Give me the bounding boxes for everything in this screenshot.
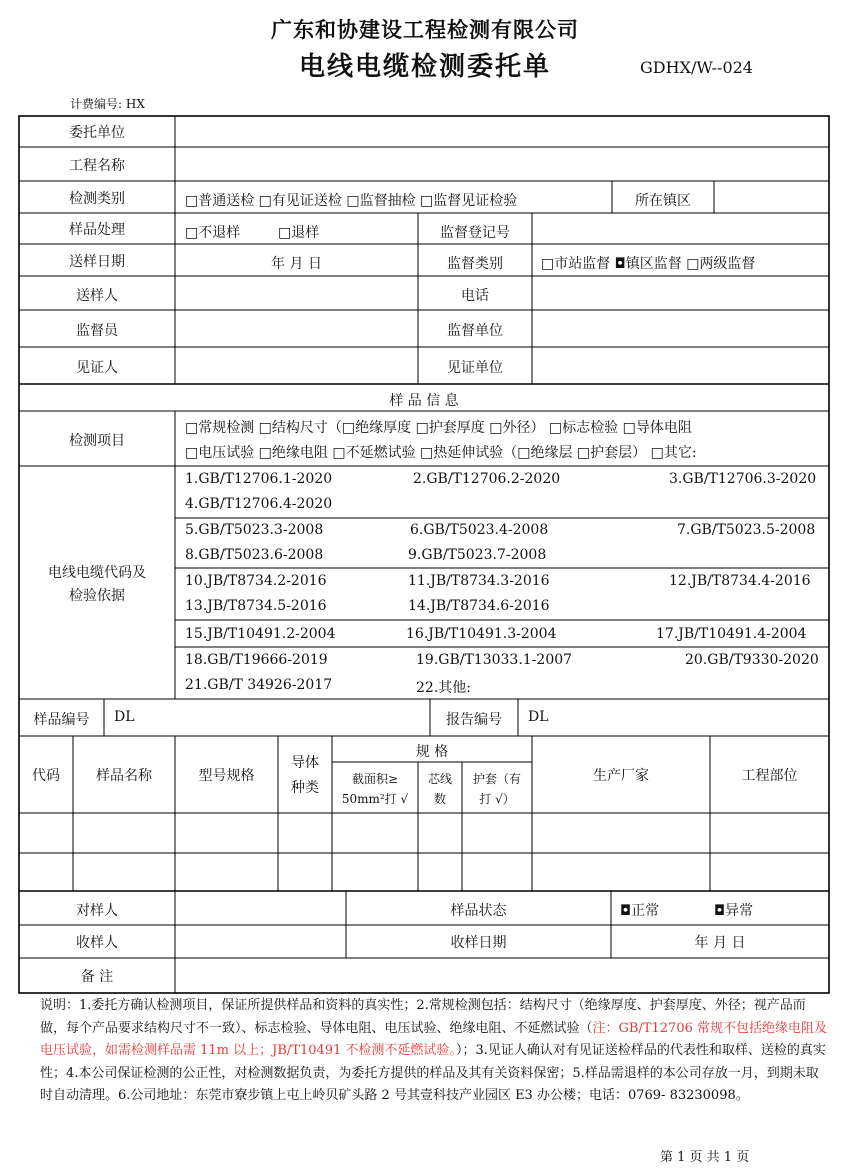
receive-date-label: 收样日期 bbox=[450, 935, 507, 951]
test-items-line-1[interactable]: □常规检测 □结构尺寸（□绝缘厚度 □护套厚度 □外径） □标志检验 □导体电阻 bbox=[185, 420, 692, 436]
supervision-type-options[interactable]: □市站监督 ◘镇区监督 □两级监督 bbox=[541, 256, 756, 272]
standard-item[interactable]: 19.GB/T13033.1-2007 bbox=[416, 652, 573, 668]
standard-item[interactable]: 5.GB/T5023.3-2008 bbox=[185, 522, 324, 538]
state-normal-radio[interactable]: ◘正常 bbox=[620, 903, 660, 919]
standard-item[interactable]: 4.GB/T12706.4-2020 bbox=[185, 496, 333, 512]
send-date-label: 送样日期 bbox=[69, 254, 125, 270]
col-area-1: 截面积≥ bbox=[351, 772, 399, 786]
witness-unit-label: 见证单位 bbox=[447, 360, 503, 376]
col-conductor-2: 种类 bbox=[291, 780, 319, 796]
standard-item[interactable]: 21.GB/T 34926-2017 bbox=[185, 677, 333, 693]
col-cores-1: 芯线 bbox=[427, 772, 452, 786]
col-sample-name: 样品名称 bbox=[96, 768, 152, 784]
standard-item[interactable]: 13.JB/T8734.5-2016 bbox=[185, 598, 327, 614]
sample-no-label: 样品编号 bbox=[33, 712, 90, 728]
supervisor-label: 监督员 bbox=[76, 323, 118, 339]
return-checkbox[interactable]: □退样 bbox=[278, 225, 320, 241]
standard-item[interactable]: 16.JB/T10491.3-2004 bbox=[406, 626, 557, 642]
standard-item[interactable]: 1.GB/T12706.1-2020 bbox=[185, 471, 333, 487]
standard-item[interactable]: 2.GB/T12706.2-2020 bbox=[413, 471, 561, 487]
page-footer: 第 1 页 共 1 页 bbox=[660, 1150, 750, 1165]
report-no-label: 报告编号 bbox=[446, 712, 502, 728]
standard-item[interactable]: 17.JB/T10491.4-2004 bbox=[656, 626, 807, 642]
col-manufacturer: 生产厂家 bbox=[593, 768, 649, 784]
notes-red-warning: 注：GB/T12706 常规不包括绝缘电阻及电压试验，如需检测样品需 11m 以上；JB/T10491 不检测不延燃试验。 bbox=[40, 1020, 827, 1058]
phone-label: 电话 bbox=[461, 288, 489, 304]
form-code: GDHX/W--024 bbox=[640, 58, 753, 77]
witness-label: 见证人 bbox=[76, 360, 118, 376]
supervision-unit-label: 监督单位 bbox=[447, 323, 503, 339]
standard-item[interactable]: 14.JB/T8734.6-2016 bbox=[408, 598, 550, 614]
test-type-options[interactable]: □普通送检 □有见证送检 □监督抽检 □监督见证检验 bbox=[185, 193, 518, 209]
form-title: 电线电缆检测委托单 bbox=[298, 52, 551, 82]
sample-no-value[interactable]: DL bbox=[114, 709, 135, 725]
checker-label: 对样人 bbox=[76, 903, 118, 919]
no-return-checkbox[interactable]: □不退样 bbox=[185, 225, 241, 241]
col-model: 型号规格 bbox=[198, 768, 255, 784]
standard-item[interactable]: 3.GB/T12706.3-2020 bbox=[669, 471, 817, 487]
col-cores-2: 数 bbox=[433, 792, 446, 806]
test-items-label: 检测项目 bbox=[69, 433, 125, 449]
sample-state-label: 样品状态 bbox=[450, 903, 507, 919]
client-label: 委托单位 bbox=[69, 125, 125, 141]
standard-item[interactable]: 18.GB/T19666-2019 bbox=[185, 652, 328, 668]
test-items-line-2[interactable]: □电压试验 □绝缘电阻 □不延燃试验 □热延伸试验（□绝缘层 □护套层） □其它: bbox=[185, 445, 697, 461]
col-part: 工程部位 bbox=[741, 768, 798, 784]
report-no-value[interactable]: DL bbox=[528, 709, 549, 725]
col-code: 代码 bbox=[32, 768, 60, 784]
state-abnormal-radio[interactable]: ◘异常 bbox=[714, 903, 754, 919]
standard-item[interactable]: 12.JB/T8734.4-2016 bbox=[669, 573, 811, 589]
remark-label: 备 注 bbox=[80, 969, 114, 985]
col-sheath-1: 护套（有 bbox=[472, 772, 521, 786]
standard-item[interactable]: 10.JB/T8734.2-2016 bbox=[185, 573, 327, 589]
supervision-reg-label: 监督登记号 bbox=[440, 225, 510, 241]
col-spec: 规 格 bbox=[415, 744, 449, 760]
col-sheath-2: 打 √） bbox=[479, 792, 515, 806]
sample-info-heading: 样 品 信 息 bbox=[389, 393, 459, 409]
send-date-value[interactable]: 年 月 日 bbox=[271, 256, 322, 272]
notes-part-2: ）；3.见证人确认对有见证送检样品的代表性和取样、送检的真实性；4.本公司保证检测的公正性，对检测数据负责，为委托方提供的样品及其有关资料保密；5.样品需退样的本公司存放一月，到期未取时自动清理。6.公司地址：东莞市寮步镇上屯上岭贝矿头路 2 号其壹科技产业园区 E3 办公楼；电话：0769- 83230098。 bbox=[40, 1043, 826, 1103]
notes bbox=[40, 995, 830, 1108]
standard-item[interactable]: 6.GB/T5023.4-2008 bbox=[410, 522, 549, 538]
notes-part-1: 说明：1.委托方确认检测项目，保证所提供样品和资料的真实性；2.常规检测包括：结构尺寸（绝缘厚度、护套厚度、外径；视产品而做，每个产品要求结构尺寸不一致）、标志检验、导体电阻、电压试验、绝缘电阻、不延燃试验（ bbox=[40, 998, 806, 1036]
supervision-type-label: 监督类别 bbox=[447, 256, 503, 272]
project-name-label: 工程名称 bbox=[69, 158, 125, 174]
standard-item[interactable]: 7.GB/T5023.5-2008 bbox=[677, 522, 816, 538]
sample-handling-label: 样品处理 bbox=[69, 222, 125, 238]
receive-date-value[interactable]: 年 月 日 bbox=[694, 935, 746, 951]
col-conductor-1: 导体 bbox=[291, 755, 319, 771]
standard-item[interactable]: 11.JB/T8734.3-2016 bbox=[408, 573, 550, 589]
basis-label-1: 电线电缆代码及 bbox=[48, 565, 146, 581]
standard-item[interactable]: 8.GB/T5023.6-2008 bbox=[185, 547, 324, 563]
receiver-label: 收样人 bbox=[76, 935, 118, 951]
standard-item[interactable]: 20.GB/T9330-2020 bbox=[685, 652, 819, 668]
fee-number: 计费编号: HX bbox=[70, 97, 145, 111]
company-name: 广东和协建设工程检测有限公司 bbox=[271, 18, 579, 42]
standard-item-other[interactable]: 22.其他: bbox=[416, 680, 471, 696]
standard-item[interactable]: 15.JB/T10491.2-2004 bbox=[185, 626, 336, 642]
sender-label: 送样人 bbox=[76, 288, 118, 304]
standard-item[interactable]: 9.GB/T5023.7-2008 bbox=[408, 547, 547, 563]
col-area-2: 50mm²打 √ bbox=[341, 792, 409, 806]
town-label: 所在镇区 bbox=[635, 193, 691, 209]
test-type-label: 检测类别 bbox=[69, 191, 125, 207]
basis-label-2: 检验依据 bbox=[69, 588, 125, 604]
